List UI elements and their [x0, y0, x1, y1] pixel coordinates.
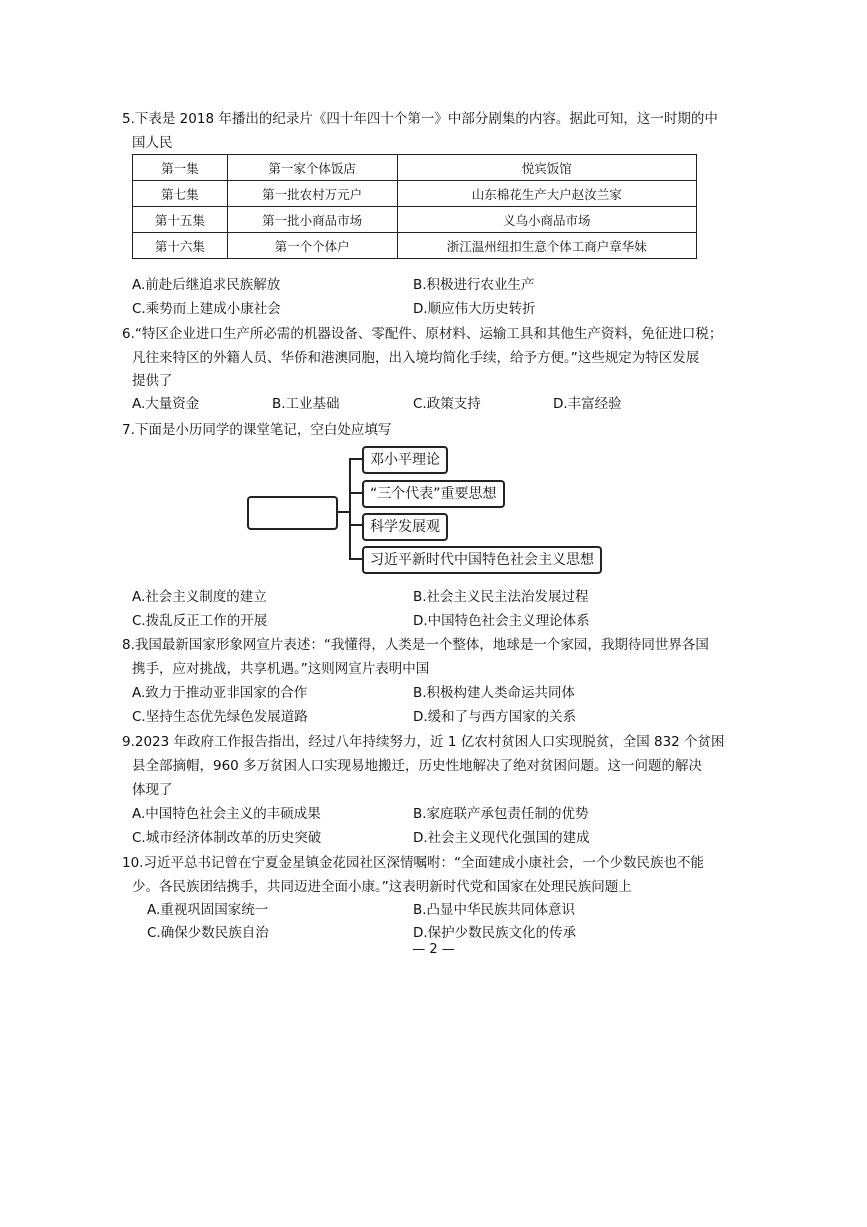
- table-cell: 浙江温州纽扣生意个体工商户章华妹: [397, 233, 696, 259]
- table-row: [133, 181, 697, 207]
- q10-option-c[interactable]: C.确保少数民族自治: [147, 925, 269, 941]
- table-cell: 山东棉花生产大户赵汝兰家: [397, 181, 696, 207]
- branch-line: [349, 558, 362, 560]
- branch-line: [349, 492, 362, 494]
- q8-option-a[interactable]: A.致力于推动亚非国家的合作: [132, 685, 308, 701]
- q6-option-b[interactable]: B.工业基础: [272, 396, 340, 412]
- table-cell: 第一个个体户: [227, 233, 397, 259]
- q9-stem-line3: 体现了: [132, 782, 173, 798]
- theory-box-xi-thought: 习近平新时代中国特色社会主义思想: [362, 546, 602, 574]
- q9-stem-line1: 9.2023 年政府工作报告指出，经过八年持续努力，近 1 亿农村贫困人口实现脱贫，全国 832 个贫困: [122, 734, 725, 750]
- q9-option-d[interactable]: D.社会主义现代化强国的建成: [413, 830, 590, 846]
- table-row: [133, 233, 697, 259]
- q6-stem-line3: 提供了: [132, 373, 173, 389]
- q10-option-d[interactable]: D.保护少数民族文化的传承: [413, 925, 577, 941]
- table-row: [133, 155, 697, 181]
- table-cell: 第一批小商品市场: [227, 207, 397, 233]
- q5-stem-line2: 国人民: [132, 135, 173, 151]
- q5-option-d[interactable]: D.顺应伟大历史转折: [413, 301, 536, 317]
- table-cell: 第一批农村万元户: [227, 181, 397, 207]
- q8-option-b[interactable]: B.积极构建人类命运共同体: [413, 685, 576, 701]
- q9-option-b[interactable]: B.家庭联产承包责任制的优势: [413, 806, 589, 822]
- q9-stem-line2: 县全部摘帽，960 多万贫困人口实现易地搬迁，历史性地解决了绝对贫困问题。这一问题的解决: [132, 758, 703, 774]
- q9-option-c[interactable]: C.城市经济体制改革的历史突破: [132, 830, 322, 846]
- q8-option-c[interactable]: C.坚持生态优先绿色发展道路: [132, 709, 308, 725]
- table-cell: 义乌小商品市场: [397, 207, 696, 233]
- q9-option-a[interactable]: A.中国特色社会主义的丰硕成果: [132, 806, 321, 822]
- table-cell: 第十六集: [133, 233, 228, 259]
- q6-stem-line2: 凡往来特区的外籍人员、华侨和港澳同胞，出入境均简化手续，给予方便。”这些规定为特区发展: [132, 350, 700, 366]
- theory-box-deng: 邓小平理论: [362, 446, 448, 474]
- q7-option-a[interactable]: A.社会主义制度的建立: [132, 589, 267, 605]
- q7-option-c[interactable]: C.拨乱反正工作的开展: [132, 613, 268, 629]
- q5-option-a[interactable]: A.前赴后继追求民族解放: [132, 277, 281, 293]
- bracket-line: [349, 458, 351, 560]
- table-row: [133, 207, 697, 233]
- q5-stem-line1: 5.下表是 2018 年播出的纪录片《四十年四十个第一》中部分剧集的内容。据此可知，这一时期的中: [122, 111, 718, 127]
- q8-stem-line1: 8.我国最新国家形象网宣片表述：“我懂得，人类是一个整体，地球是一个家园，我期待同世界各国: [122, 637, 709, 653]
- q8-option-d[interactable]: D.缓和了与西方国家的关系: [413, 709, 577, 725]
- q7-option-d[interactable]: D.中国特色社会主义理论体系: [413, 613, 590, 629]
- q5-option-b[interactable]: B.积极进行农业生产: [413, 277, 535, 293]
- table-cell: 悦宾饭馆: [397, 155, 696, 181]
- page-number: — 2 —: [412, 942, 455, 957]
- q10-option-a[interactable]: A.重视巩固国家统一: [147, 902, 269, 918]
- table-cell: 第七集: [133, 181, 228, 207]
- q6-option-a[interactable]: A.大量资金: [132, 396, 200, 412]
- q5-option-c[interactable]: C.乘势而上建成小康社会: [132, 301, 281, 317]
- q6-stem-line1: 6.“特区企业进口生产所必需的机器设备、零配件、原材料、运输工具和其他生产资料，免征进口税；: [122, 326, 723, 342]
- q6-option-d[interactable]: D.丰富经验: [553, 396, 622, 412]
- q6-option-c[interactable]: C.政策支持: [413, 396, 481, 412]
- table-cell: 第一家个体饭店: [227, 155, 397, 181]
- q8-stem-line2: 携手，应对挑战，共享机遇。”这则网宣片表明中国: [132, 661, 430, 677]
- q7-option-b[interactable]: B.社会主义民主法治发展过程: [413, 589, 589, 605]
- theory-box-three-represents: “三个代表”重要思想: [362, 480, 505, 508]
- theory-box-scientific-development: 科学发展观: [362, 513, 448, 541]
- branch-line: [349, 458, 362, 460]
- episode-table: [132, 154, 697, 259]
- q10-stem-line2: 少。各民族团结携手，共同迈进全面小康。”这表明新时代党和国家在处理民族问题上: [132, 879, 632, 895]
- connector-line: [336, 511, 350, 513]
- q10-option-b[interactable]: B.凸显中华民族共同体意识: [413, 902, 576, 918]
- branch-line: [349, 524, 362, 526]
- table-cell: 第十五集: [133, 207, 228, 233]
- q10-stem-line1: 10.习近平总书记曾在宁夏金星镇金花园社区深情嘱咐：“全面建成小康社会，一个少数民族也不能: [122, 855, 704, 871]
- blank-answer-box: [247, 496, 338, 530]
- table-cell: 第一集: [133, 155, 228, 181]
- q7-stem-line1: 7.下面是小历同学的课堂笔记，空白处应填写: [122, 422, 392, 438]
